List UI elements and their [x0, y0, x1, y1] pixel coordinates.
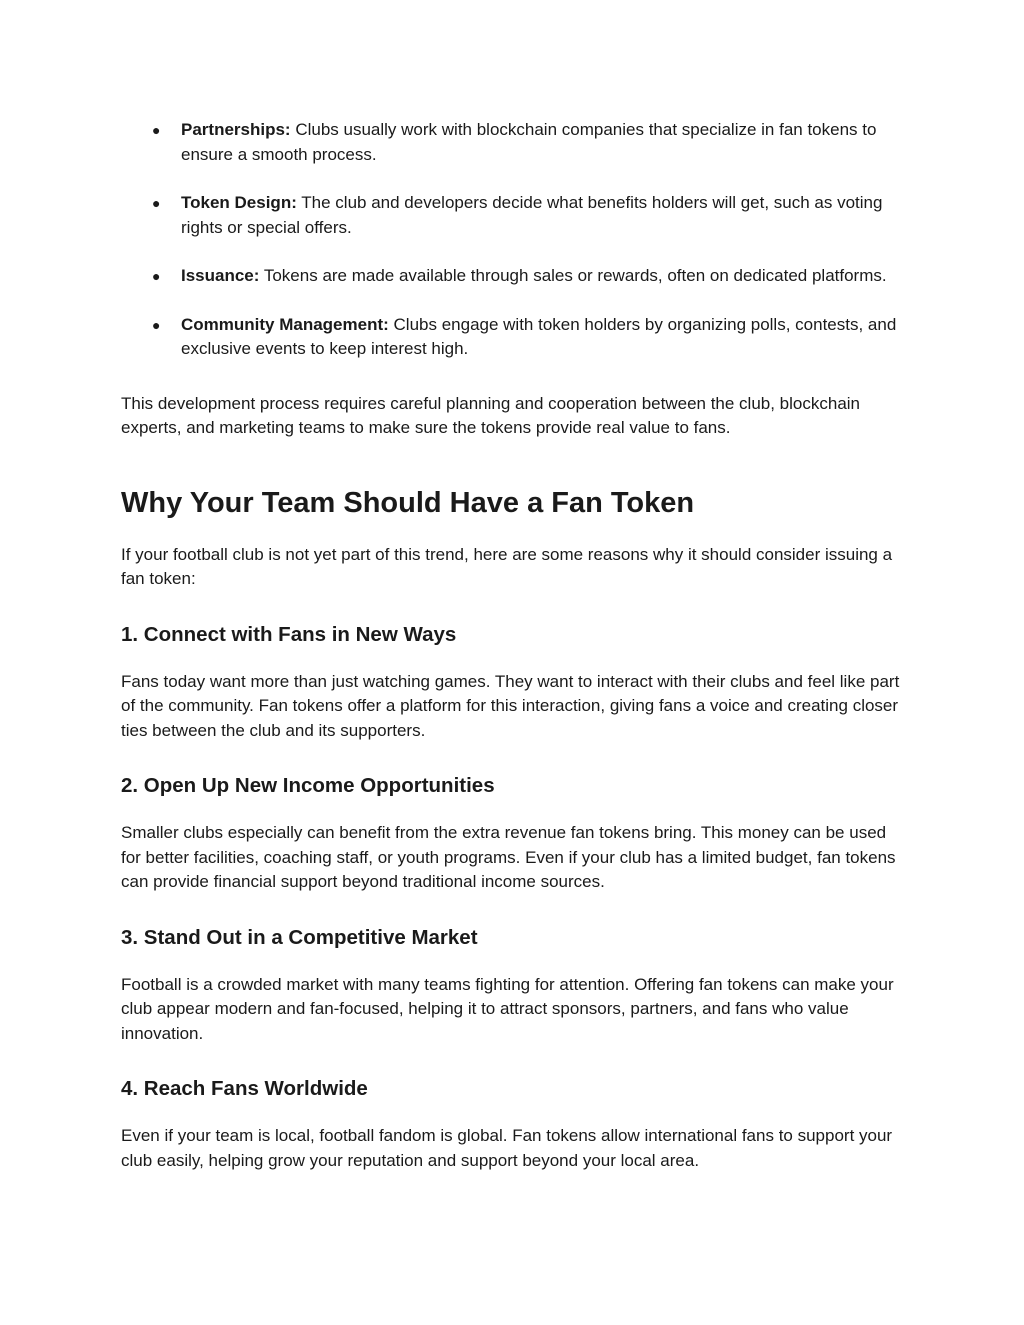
bullet-text: Tokens are made available through sales or rewards, often on dedicated platforms. — [259, 266, 887, 285]
reason-body-income: Smaller clubs especially can benefit from the extra revenue fan tokens bring. This money can be used for better facilities, coaching staff, or youth programs. Even if your club has a limited budget, fan tokens can provide financial support beyond traditional income sources. — [121, 823, 896, 891]
reason-heading-connect: 1. Connect with Fans in New Ways — [121, 622, 457, 646]
bullet-term: Token Design: — [181, 193, 297, 212]
bullet-icon: ● — [152, 316, 161, 333]
bullet-item-issuance — [121, 264, 906, 289]
document-page — [121, 118, 906, 1173]
bullet-item-token-design — [121, 191, 906, 240]
reason-body-worldwide: Even if your team is local, football fandom is global. Fan tokens allow international fans to support your club easily, helping grow your reputation and support beyond your local area. — [121, 1126, 893, 1170]
bullet-term: Issuance: — [181, 266, 260, 285]
bullet-text: Clubs usually work with blockchain companies that specialize in fan tokens to ensure a smooth process. — [181, 120, 877, 164]
reason-heading-worldwide: 4. Reach Fans Worldwide — [121, 1077, 368, 1100]
bullet-item-community-management — [121, 313, 906, 362]
bullet-icon: ● — [152, 122, 161, 138]
closing-paragraph: This development process requires careful planning and cooperation between the club, blockchain experts, and marketing teams to make sure the tokens provide real value to fans. — [121, 393, 861, 437]
reason-body-stand-out: Football is a crowded market with many teams fighting for attention. Offering fan tokens can make your club appear modern and fan-focused, helping it to attract sponsors, partners, and fans who value innovation. — [121, 974, 894, 1043]
bullet-icon: ● — [152, 195, 161, 211]
bullet-text: The club and developers decide what benefits holders will get, such as voting rights or special offers. — [181, 193, 883, 237]
bullet-text: Clubs engage with token holders by organizing polls, contests, and exclusive events to keep interest high. — [181, 314, 897, 358]
bullet-term: Partnerships: — [181, 120, 291, 139]
section-lead: If your football club is not yet part of this trend, here are some reasons why it should consider issuing a fan token: — [121, 544, 893, 588]
bullet-term: Community Management: — [181, 314, 389, 334]
bullet-item-partnerships — [121, 118, 906, 167]
reason-heading-stand-out: 3. Stand Out in a Competitive Market — [121, 925, 478, 949]
reason-body-connect: Fans today want more than just watching games. They want to interact with their clubs and feel like part of the community. Fan tokens offer a platform for this interaction, giving fans a voice and creating closer ties between the club and its supporters. — [121, 671, 900, 740]
section-title: Why Your Team Should Have a Fan Token — [121, 486, 695, 519]
reason-heading-income: 2. Open Up New Income Opportunities — [121, 774, 495, 797]
bullet-icon: ● — [152, 268, 161, 284]
process-bullet-list — [121, 118, 906, 362]
